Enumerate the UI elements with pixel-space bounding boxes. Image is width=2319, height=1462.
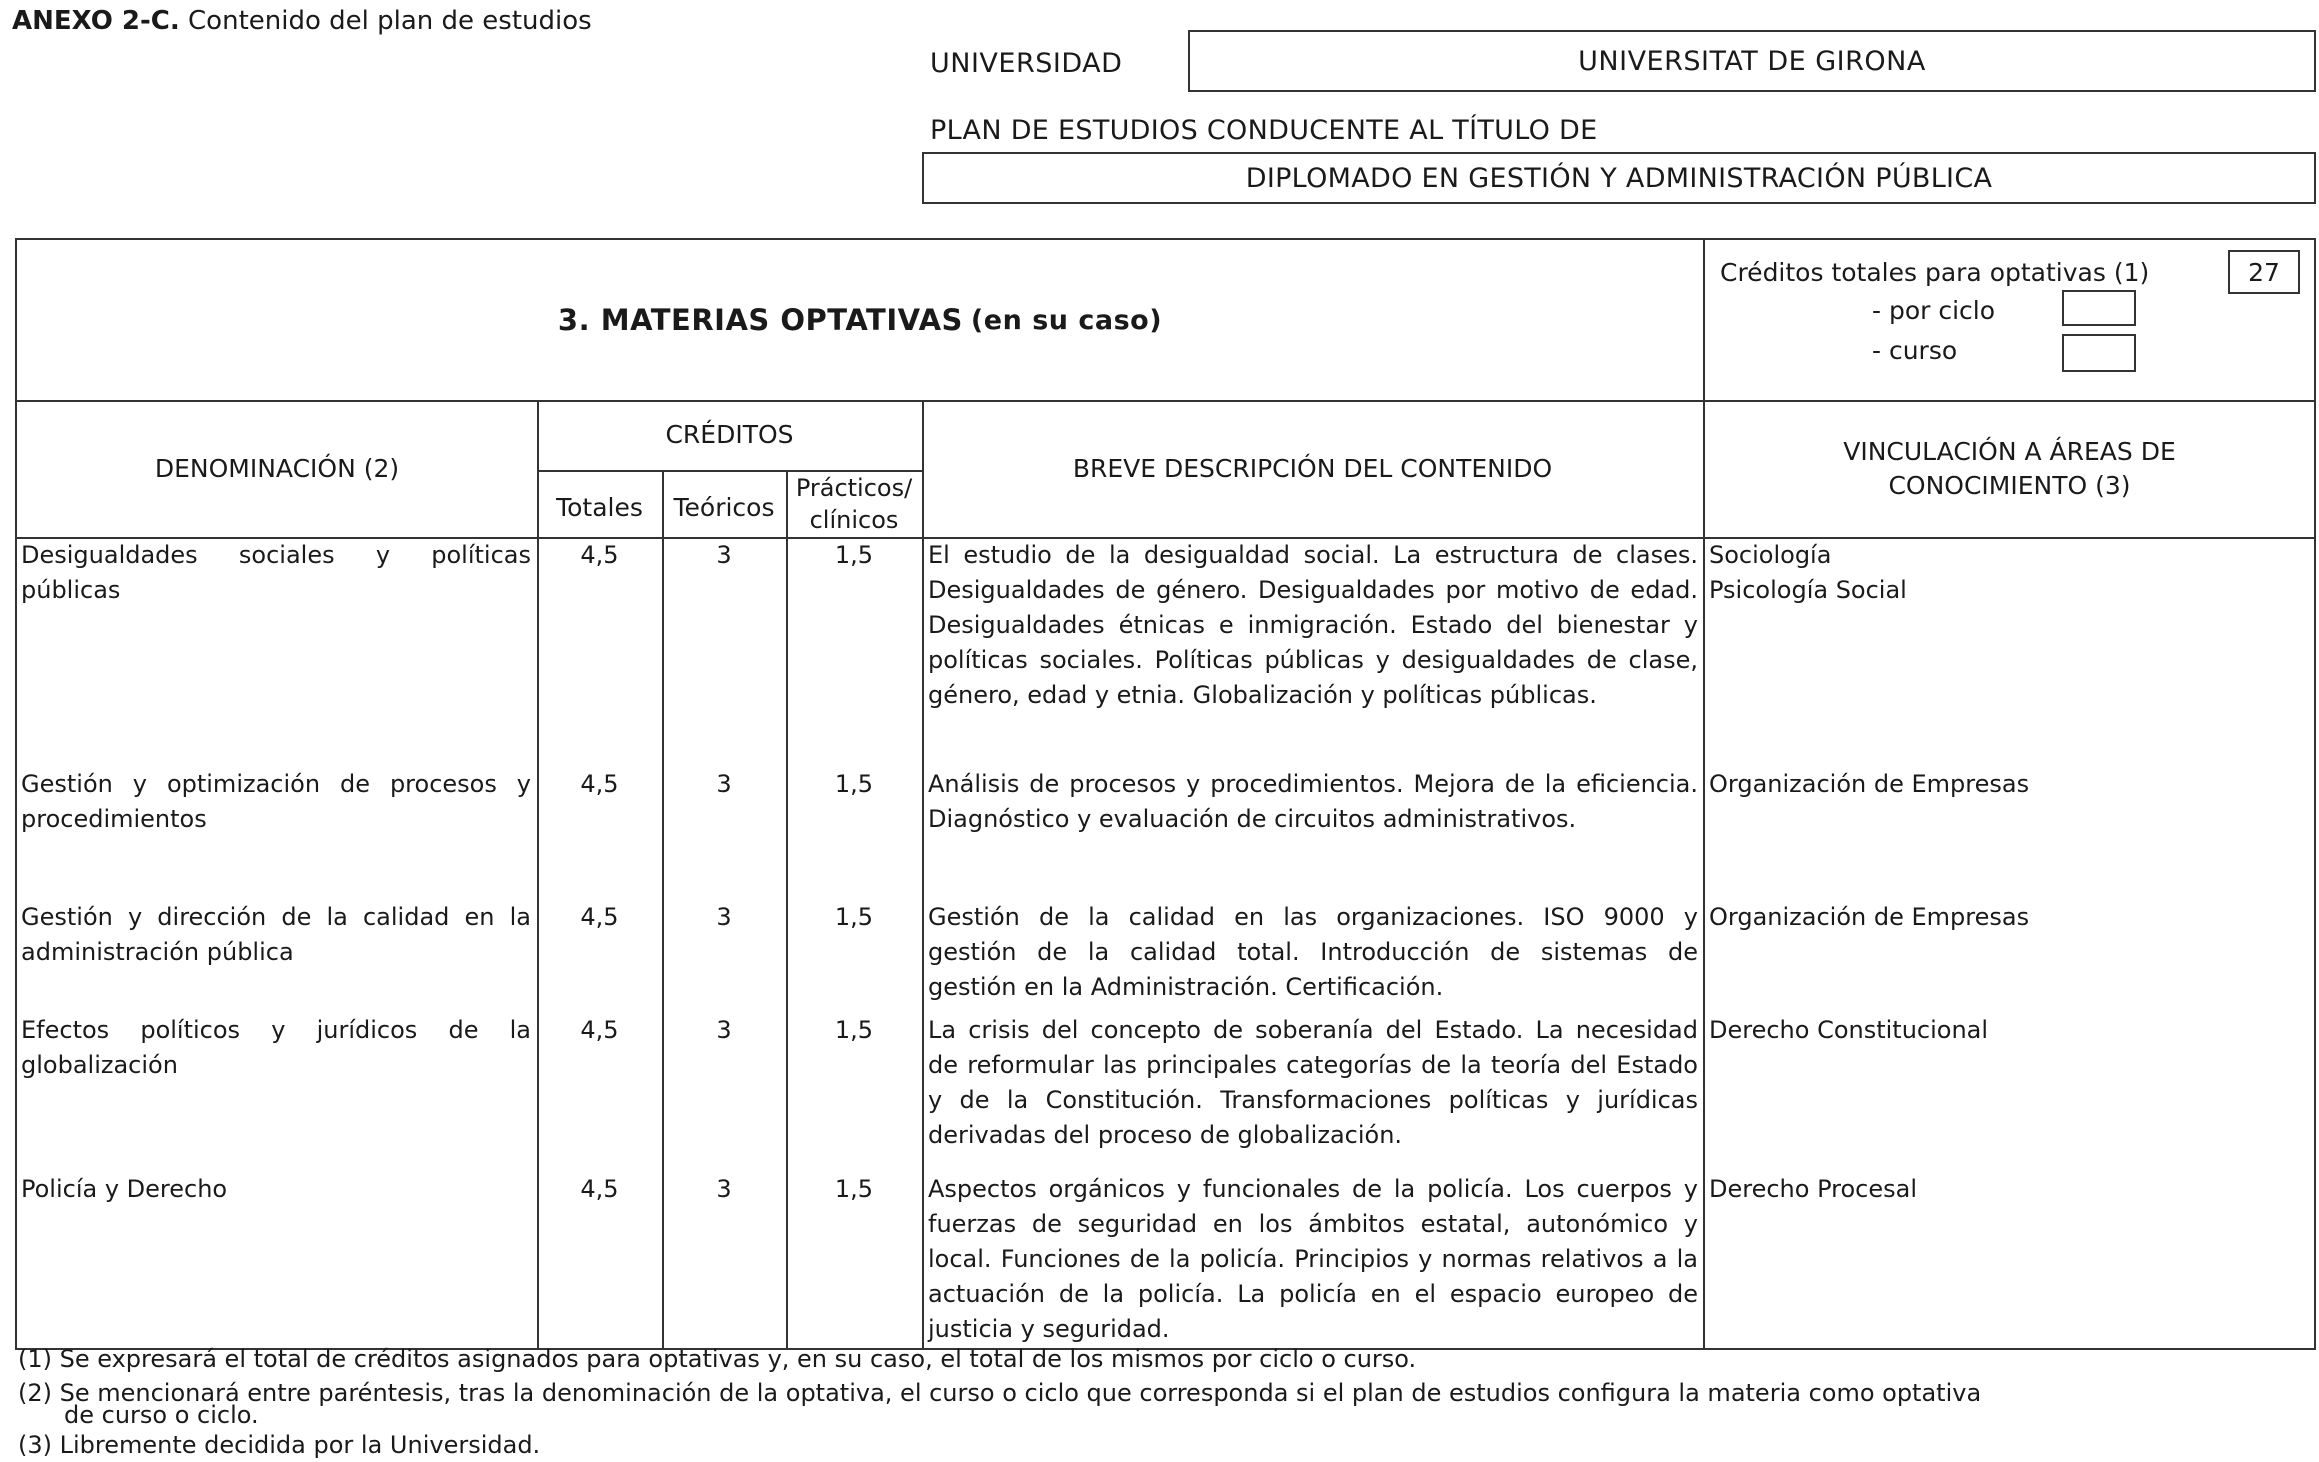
row-5-desc-line: local. Funciones de la policía. Principios y normas relativos a la (928, 1245, 1698, 1273)
row-3-areas (1709, 900, 2309, 935)
row-4-desc-line: de reformular las principales categorías de la teoría del Estado (928, 1051, 1698, 1079)
header-teoricos: Teóricos (673, 492, 775, 522)
row-5-totales: 4,5 (580, 1175, 619, 1203)
header-vinculacion-line1: VINCULACIÓN A ÁREAS DE (1843, 436, 2176, 466)
header-practicos (786, 470, 922, 537)
per-course-label: - curso (1872, 336, 1958, 365)
row-5-descripcion (928, 1172, 1698, 1347)
section-title-suffix: (en su caso) (970, 304, 1163, 336)
row-4-descripcion (928, 1013, 1698, 1153)
annex-title: Contenido del plan de estudios (188, 6, 592, 36)
row-1-area: Psicología Social (1709, 576, 1907, 604)
row-1-desc-line: Desigualdades étnicas e inmigración. Estado del bienestar y (928, 611, 1698, 639)
row-2-denom-line: Gestión y optimización de procesos y (21, 770, 531, 798)
row-5-desc-line: fuerzas de seguridad en los ámbitos estatal, autonómico y (928, 1210, 1698, 1238)
row-3-descripcion (928, 900, 1698, 1005)
row-3-totales: 4,5 (580, 903, 619, 931)
row-1-desc-line: políticas sociales. Políticas públicas y desigualdades de clase, (928, 646, 1698, 674)
row-3-area: Organización de Empresas (1709, 903, 2030, 931)
footnote-3: (3) Libremente decidida por la Universidad. (18, 1431, 541, 1459)
row-3-practicos: 1,5 (834, 903, 874, 931)
row-1-denominacion (21, 538, 531, 608)
row-4-denom-line: Efectos políticos y jurídicos de la (21, 1016, 531, 1044)
row-2-areas (1709, 767, 2309, 802)
plan-field (922, 152, 2316, 204)
row-3-denominacion (21, 900, 531, 970)
row-4-denominacion (21, 1013, 531, 1083)
row-1-desc-line: El estudio de la desigualdad social. La estructura de clases. (928, 541, 1698, 569)
row-3-denom-line: administración pública (21, 938, 294, 966)
footnote-1: (1) Se expresará el total de créditos asignados para optativas y, en su caso, el total de los mismos por ciclo o curso. (18, 1345, 1417, 1373)
row-5-area: Derecho Procesal (1709, 1175, 1917, 1203)
row-5-denominacion (21, 1172, 531, 1207)
grid-line (922, 400, 924, 1348)
university-label: UNIVERSIDAD (930, 48, 1123, 79)
row-1-descripcion (928, 538, 1698, 713)
row-2-descripcion (928, 767, 1698, 837)
header-vinculacion-line2: CONOCIMIENTO (3) (1888, 470, 2131, 500)
header-creditos: CRÉDITOS (665, 420, 794, 449)
row-1-practicos: 1,5 (834, 541, 874, 569)
row-3-denom-line: Gestión y dirección de la calidad en la (21, 903, 531, 931)
header-totales: Totales (556, 492, 643, 522)
row-5-desc-line: actuación de la policía. La policía en el espacio europeo de (928, 1280, 1698, 1308)
row-1-denom-line: Desigualdades sociales y políticas (21, 541, 531, 569)
header-vinculacion (1703, 400, 2316, 537)
per-cycle-box (2062, 290, 2136, 326)
footnote-2-line2: de curso o ciclo. (64, 1401, 259, 1429)
row-4-totales: 4,5 (580, 1016, 619, 1044)
row-5-practicos: 1,5 (834, 1175, 874, 1203)
optional-credits-value: 27 (2248, 257, 2280, 287)
row-1-areas (1709, 538, 2309, 608)
row-4-area: Derecho Constitucional (1709, 1016, 1989, 1044)
row-2-area: Organización de Empresas (1709, 770, 2030, 798)
header-practicos-line2: clínicos (809, 505, 899, 534)
row-5-areas (1709, 1172, 2309, 1207)
row-1-area: Sociología (1709, 541, 1832, 569)
row-1-denom-line: públicas (21, 576, 121, 604)
footnote-2-line1: (2) Se mencionará entre paréntesis, tras la denominación de la optativa, el curso o ciclo que corresponda si el plan de estudios configura la materia como optativa (18, 1379, 1982, 1407)
row-4-desc-line: La crisis del concepto de soberanía del Estado. La necesidad (928, 1016, 1698, 1044)
row-5-desc-line: justicia y seguridad. (928, 1315, 1170, 1343)
row-4-areas (1709, 1013, 2309, 1048)
row-2-desc-line: Análisis de procesos y procedimientos. Mejora de la eficiencia. (928, 770, 1698, 798)
per-cycle-label: - por ciclo (1872, 296, 1996, 325)
header-descripcion: BREVE DESCRIPCIÓN DEL CONTENIDO (1072, 453, 1553, 483)
row-2-practicos: 1,5 (834, 770, 874, 798)
row-3-desc-line: Gestión de la calidad en las organizaciones. ISO 9000 y (928, 903, 1698, 931)
row-5-teoricos: 3 (716, 1175, 732, 1203)
row-4-desc-line: derivadas del proceso de globalización. (928, 1121, 1403, 1149)
row-4-desc-line: y de la Constitución. Transformaciones políticas y jurídicas (928, 1086, 1698, 1114)
row-3-desc-line: gestión de la calidad total. Introducción de sistemas de (928, 938, 1698, 966)
university-field (1188, 30, 2316, 92)
plan-value: DIPLOMADO EN GESTIÓN Y ADMINISTRACIÓN PÚBLICA (1245, 162, 1993, 194)
section-title (17, 240, 1703, 400)
row-4-denom-line: globalización (21, 1051, 178, 1079)
row-3-teoricos: 3 (716, 903, 732, 931)
section-title-text: 3. MATERIAS OPTATIVAS (557, 303, 963, 337)
row-2-totales: 4,5 (580, 770, 619, 798)
row-1-totales: 4,5 (580, 541, 619, 569)
row-2-teoricos: 3 (716, 770, 732, 798)
header-denominacion: DENOMINACIÓN (2) (154, 453, 400, 483)
row-1-desc-line: Desigualdades de género. Desigualdades por motivo de edad. (928, 576, 1698, 604)
university-value: UNIVERSITAT DE GIRONA (1578, 45, 1926, 77)
row-2-denom-line: procedimientos (21, 805, 207, 833)
per-course-box (2062, 334, 2136, 372)
optional-credits-label: Créditos totales para optativas (1) (1720, 258, 2150, 287)
annex-number: ANEXO 2-C. (12, 6, 180, 36)
row-1-desc-line: género, edad y etnia. Globalización y políticas públicas. (928, 681, 1597, 709)
row-2-denominacion (21, 767, 531, 837)
row-5-denom-line: Policía y Derecho (21, 1175, 228, 1203)
row-4-practicos: 1,5 (834, 1016, 874, 1044)
row-4-teoricos: 3 (716, 1016, 732, 1044)
row-3-desc-line: gestión en la Administración. Certificación. (928, 973, 1444, 1001)
row-1-teoricos: 3 (716, 541, 732, 569)
row-2-desc-line: Diagnóstico y evaluación de circuitos administrativos. (928, 805, 1577, 833)
optional-credits-total (2228, 250, 2300, 294)
annex-heading (12, 6, 592, 36)
plan-label: PLAN DE ESTUDIOS CONDUCENTE AL TÍTULO DE (930, 115, 1598, 146)
header-practicos-line1: Prácticos/ (795, 473, 913, 502)
row-5-desc-line: Aspectos orgánicos y funcionales de la policía. Los cuerpos y (928, 1175, 1698, 1203)
